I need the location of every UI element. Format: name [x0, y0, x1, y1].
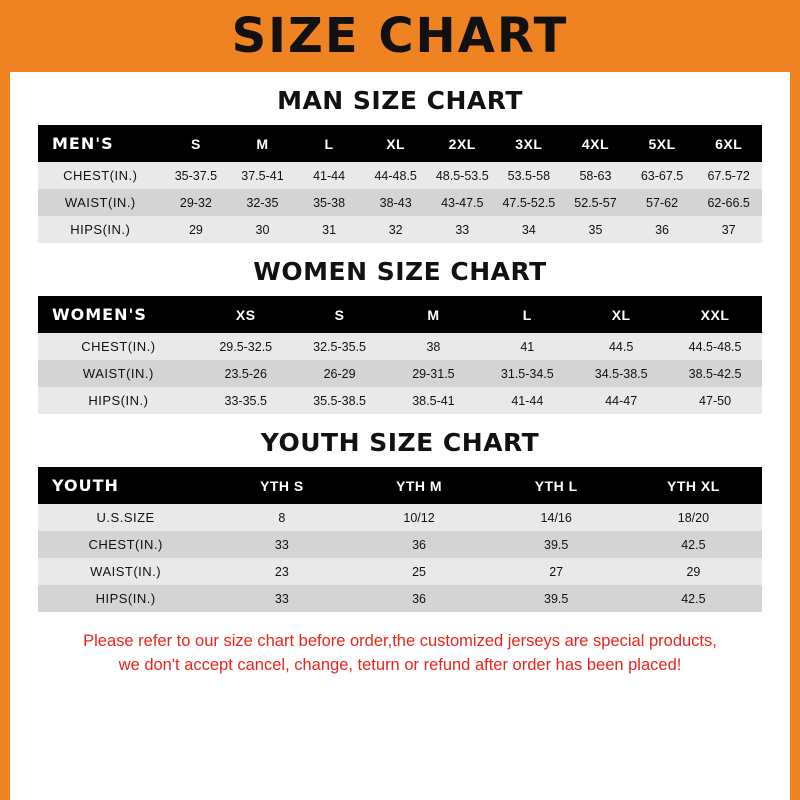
table-row [38, 504, 762, 531]
men-col-2: M [256, 135, 269, 152]
women-waist-l: 31.5-34.5 [500, 366, 554, 381]
men-row-label-waist: WAIST(IN.) [64, 195, 136, 210]
youth-col-1: YTH S [259, 477, 304, 494]
youth-chest-xl: 42.5 [681, 537, 706, 552]
youth-chest-l: 39.5 [544, 537, 569, 552]
men-waist-6xl: 62-66.5 [707, 195, 750, 210]
men-col-8: 5XL [648, 135, 676, 152]
women-row-label-chest: CHEST(IN.) [81, 339, 156, 354]
men-chest-s: 35-37.5 [174, 168, 218, 183]
section-women [38, 257, 762, 414]
men-hips-l: 31 [322, 222, 337, 237]
section-men [38, 86, 762, 243]
youth-hips-xl: 42.5 [681, 591, 706, 606]
women-corner-label: WOMEN'S [52, 305, 147, 324]
men-hips-4xl: 35 [588, 222, 603, 237]
youth-row-label-chest: CHEST(IN.) [88, 537, 163, 552]
women-hips-xs: 33-35.5 [224, 393, 267, 408]
youth-hips-s: 33 [274, 591, 289, 606]
women-waist-xs: 23.5-26 [224, 366, 267, 381]
women-chest-xxl: 44.5-48.5 [688, 339, 742, 354]
men-row-label-hips: HIPS(IN.) [70, 222, 131, 237]
youth-ussize-l: 14/16 [540, 510, 572, 525]
men-col-1: S [190, 135, 201, 152]
women-hips-l: 41-44 [511, 393, 544, 408]
men-waist-4xl: 52.5-57 [574, 195, 617, 210]
youth-ussize-xl: 18/20 [677, 510, 710, 525]
men-col-3: L [324, 135, 334, 152]
footer-disclaimer [38, 630, 762, 678]
table-row [38, 189, 762, 216]
women-table-head [38, 296, 762, 333]
youth-table-head [38, 467, 762, 504]
women-hips-m: 38.5-41 [412, 393, 455, 408]
women-chest-l: 41 [520, 339, 535, 354]
men-chest-4xl: 58-63 [579, 168, 612, 183]
men-corner-label: MEN'S [52, 134, 114, 153]
men-col-6: 3XL [515, 135, 543, 152]
women-chest-xl: 44.5 [608, 339, 634, 354]
table-row [38, 216, 762, 243]
women-waist-m: 29-31.5 [412, 366, 455, 381]
men-waist-l: 35-38 [313, 195, 346, 210]
youth-waist-l: 27 [549, 564, 564, 579]
youth-table-body [38, 504, 762, 612]
table-row [38, 585, 762, 612]
youth-corner-label: YOUTH [52, 476, 119, 495]
youth-col-3: YTH L [534, 477, 578, 494]
youth-ussize-m: 10/12 [403, 510, 435, 525]
men-waist-2xl: 43-47.5 [441, 195, 484, 210]
section-title-youth: YOUTH SIZE CHART [260, 428, 540, 457]
table-header-row [38, 467, 762, 504]
men-col-4: XL [386, 135, 406, 152]
men-size-table [38, 125, 762, 243]
youth-row-label-ussize: U.S.SIZE [96, 510, 155, 525]
men-waist-m: 32-35 [246, 195, 279, 210]
page-title: SIZE CHART [231, 8, 569, 64]
men-table-body [38, 162, 762, 243]
table-row [38, 558, 762, 585]
youth-size-table [38, 467, 762, 612]
table-row [38, 360, 762, 387]
youth-hips-l: 39.5 [544, 591, 569, 606]
men-chest-6xl: 67.5-72 [707, 168, 750, 183]
women-col-4: L [522, 306, 532, 323]
men-waist-xl: 38-43 [379, 195, 412, 210]
men-hips-s: 29 [188, 222, 203, 237]
men-chest-l: 41-44 [313, 168, 346, 183]
women-size-table [38, 296, 762, 414]
table-row [38, 333, 762, 360]
men-col-5: 2XL [448, 135, 476, 152]
men-waist-5xl: 57-62 [646, 195, 679, 210]
youth-waist-m: 25 [412, 564, 426, 579]
men-col-9: 6XL [715, 135, 743, 152]
women-waist-s: 26-29 [323, 366, 356, 381]
men-chest-xl: 44-48.5 [374, 168, 417, 183]
header-bar [0, 0, 800, 72]
men-hips-6xl: 37 [721, 222, 736, 237]
women-waist-xl: 34.5-38.5 [594, 366, 648, 381]
women-col-3: M [427, 306, 440, 323]
youth-waist-xl: 29 [686, 564, 701, 579]
women-hips-xl: 44-47 [605, 393, 638, 408]
youth-chest-s: 33 [274, 537, 289, 552]
men-hips-xl: 32 [388, 222, 403, 237]
women-hips-xxl: 47-50 [699, 393, 732, 408]
youth-ussize-s: 8 [278, 510, 286, 525]
men-chest-2xl: 48.5-53.5 [435, 168, 489, 183]
table-row [38, 531, 762, 558]
men-col-7: 4XL [581, 135, 610, 152]
women-table-body [38, 333, 762, 414]
men-table-head [38, 125, 762, 162]
men-waist-3xl: 47.5-52.5 [502, 195, 556, 210]
women-col-2: S [334, 306, 345, 323]
men-hips-3xl: 34 [521, 222, 536, 237]
youth-chest-m: 36 [412, 537, 426, 552]
women-chest-s: 32.5-35.5 [313, 339, 366, 354]
women-row-label-waist: WAIST(IN.) [82, 366, 154, 381]
table-row [38, 162, 762, 189]
section-title-men: MAN SIZE CHART [277, 86, 523, 115]
table-header-row [38, 125, 762, 162]
men-chest-3xl: 53.5-58 [507, 168, 551, 183]
footer-line-2: we don't accept cancel, change, teturn or refund after order has been placed! [118, 655, 682, 674]
footer-line-1: Please refer to our size chart before order,the customized jerseys are special products, [83, 632, 717, 650]
women-row-label-hips: HIPS(IN.) [88, 393, 149, 408]
men-hips-5xl: 36 [655, 222, 669, 237]
youth-hips-m: 36 [412, 591, 426, 606]
section-title-women: WOMEN SIZE CHART [253, 257, 547, 286]
women-chest-xs: 29.5-32.5 [219, 339, 273, 354]
youth-col-2: YTH M [395, 477, 443, 494]
women-hips-s: 35.5-38.5 [313, 393, 366, 408]
table-row [38, 387, 762, 414]
table-header-row [38, 296, 762, 333]
women-chest-m: 38 [426, 339, 441, 354]
youth-waist-s: 23 [274, 564, 289, 579]
section-youth [38, 428, 762, 612]
youth-row-label-waist: WAIST(IN.) [90, 564, 162, 579]
youth-col-4: YTH XL [667, 477, 720, 494]
men-row-label-chest: CHEST(IN.) [63, 168, 138, 183]
women-waist-xxl: 38.5-42.5 [688, 366, 742, 381]
content-area [10, 86, 790, 678]
women-col-1: XS [235, 306, 256, 323]
men-hips-m: 30 [255, 222, 270, 237]
women-col-5: XL [611, 306, 631, 323]
women-col-6: XXL [700, 306, 730, 323]
men-hips-2xl: 33 [455, 222, 470, 237]
men-waist-s: 29-32 [179, 195, 212, 210]
men-chest-m: 37.5-41 [241, 168, 284, 183]
men-chest-5xl: 63-67.5 [640, 168, 684, 183]
youth-row-label-hips: HIPS(IN.) [95, 591, 156, 606]
